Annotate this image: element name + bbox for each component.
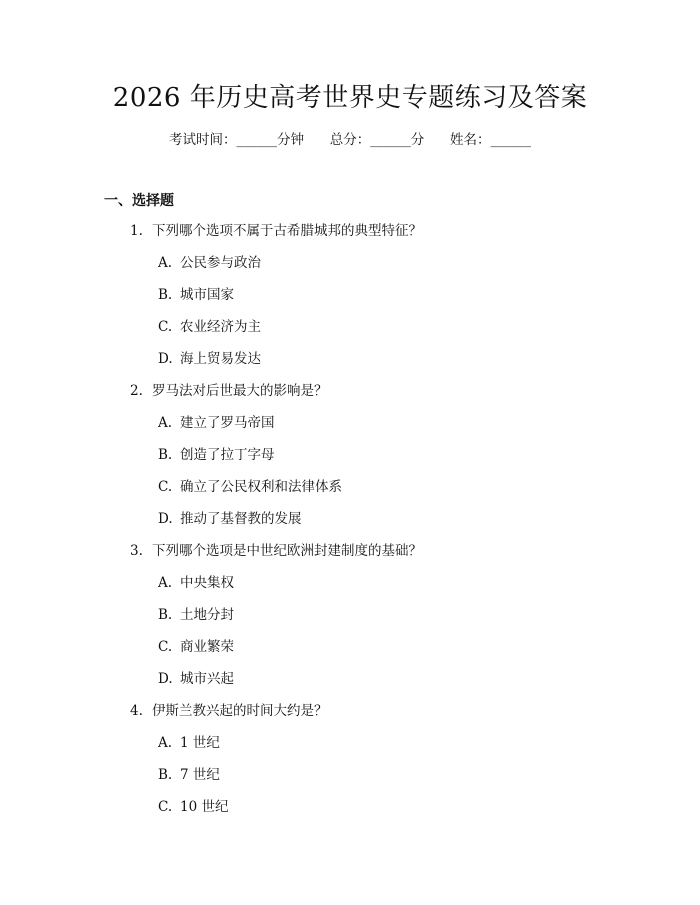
question-stem [0, 380, 700, 412]
option-text: 中央集权 [180, 575, 234, 591]
question-item [0, 540, 700, 700]
answer-option[interactable] [0, 668, 700, 700]
question-text: 下列哪个选项不属于古希腊城邦的典型特征？ [152, 223, 422, 239]
answer-option[interactable] [0, 444, 700, 476]
option-text: 公民参与政治 [180, 255, 261, 271]
option-letter: C. [158, 479, 173, 495]
option-text: 城市国家 [180, 287, 234, 303]
question-stem [0, 540, 700, 572]
option-text: 确立了公民权利和法律体系 [180, 479, 342, 495]
option-letter: A. [158, 415, 173, 431]
option-text: 海上贸易发达 [180, 351, 261, 367]
option-text: 1 世纪 [180, 735, 220, 751]
question-text: 伊斯兰教兴起的时间大约是？ [152, 703, 328, 719]
option-text: 创造了拉丁字母 [180, 447, 275, 463]
option-letter: B. [158, 447, 173, 463]
answer-option[interactable] [0, 796, 700, 828]
option-letter: A. [158, 735, 173, 751]
answer-option[interactable] [0, 604, 700, 636]
question-item [0, 220, 700, 380]
option-text: 10 世纪 [180, 799, 229, 815]
option-letter: A. [158, 255, 173, 271]
option-letter: B. [158, 607, 173, 623]
question-number: 2. [130, 383, 143, 399]
question-item [0, 700, 700, 828]
answer-option[interactable] [0, 764, 700, 796]
option-letter: D. [158, 351, 173, 367]
exam-meta-line: 考试时间：______分钟 总分：______分 姓名：______ [169, 132, 531, 148]
question-list [0, 220, 700, 828]
option-text: 建立了罗马帝国 [180, 415, 275, 431]
answer-option[interactable] [0, 572, 700, 604]
option-letter: C. [158, 319, 173, 335]
section-heading: 一、选择题 [104, 193, 174, 209]
option-text: 商业繁荣 [180, 639, 234, 655]
option-letter: C. [158, 799, 173, 815]
question-stem [0, 700, 700, 732]
option-text: 推动了基督教的发展 [180, 511, 302, 527]
option-letter: D. [158, 511, 173, 527]
option-letter: D. [158, 671, 173, 687]
answer-option[interactable] [0, 636, 700, 668]
answer-option[interactable] [0, 252, 700, 284]
option-letter: C. [158, 639, 173, 655]
option-text: 土地分封 [180, 607, 234, 623]
answer-option[interactable] [0, 508, 700, 540]
question-text: 下列哪个选项是中世纪欧洲封建制度的基础？ [152, 543, 422, 559]
answer-option[interactable] [0, 476, 700, 508]
answer-option[interactable] [0, 412, 700, 444]
answer-option[interactable] [0, 284, 700, 316]
option-text: 7 世纪 [180, 767, 220, 783]
question-text: 罗马法对后世最大的影响是？ [152, 383, 328, 399]
question-number: 3. [130, 543, 143, 559]
option-letter: B. [158, 287, 173, 303]
question-stem [0, 220, 700, 252]
question-number: 1. [130, 223, 143, 239]
option-text: 城市兴起 [180, 671, 234, 687]
option-letter: A. [158, 575, 173, 591]
option-text: 农业经济为主 [180, 319, 261, 335]
answer-option[interactable] [0, 732, 700, 764]
answer-option[interactable] [0, 316, 700, 348]
question-item [0, 380, 700, 540]
question-number: 4. [130, 703, 143, 719]
answer-option[interactable] [0, 348, 700, 380]
option-letter: B. [158, 767, 173, 783]
page-title: 2026 年历史高考世界史专题练习及答案 [112, 83, 588, 113]
